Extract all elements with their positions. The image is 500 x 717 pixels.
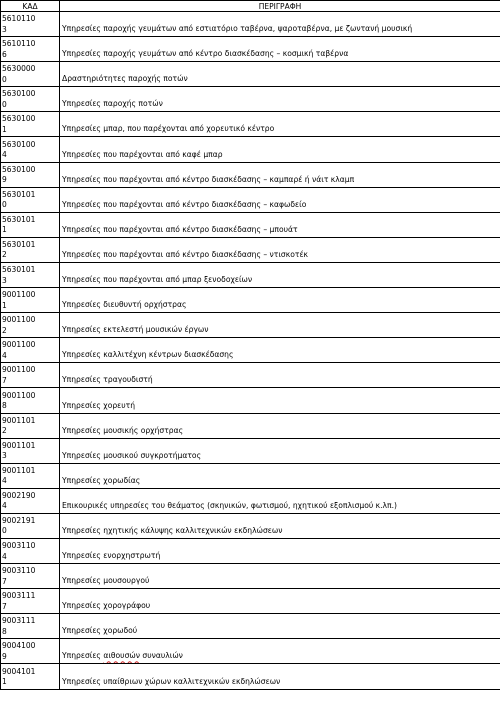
kad-code-line1: 5630000 [2,64,36,74]
description-cell: Υπηρεσίες μπαρ, που παρέχονται από χορευτικό κέντρο [60,112,500,137]
kad-code-line1: 9002191 [2,515,36,525]
kad-code-cell [1,112,60,137]
description-text: Υπηρεσίες [62,651,104,661]
kad-code-line1: 9002190 [2,490,36,500]
kad-code-cell [1,664,60,689]
kad-code-line1: 5630100 [2,139,36,149]
kad-code-line2: 3 [2,275,7,285]
description-cell: Υπηρεσίες τραγουδιστή [60,363,500,388]
kad-code-line1: 5630100 [2,164,36,174]
kad-code-cell [1,538,60,563]
kad-code-line2: 1 [2,225,7,235]
kad-code-line2: 9 [2,175,7,185]
table-row [1,513,500,538]
kad-code-line2: 8 [2,401,7,410]
kad-code-line1: 9001100 [2,290,36,300]
kad-code-cell [1,237,60,262]
description-cell: Υπηρεσίες που παρέχονται από μπαρ ξενοδοχείων [60,262,500,287]
table-row [1,162,500,187]
kad-code-line1: 5630101 [2,239,36,249]
kad-code-line1: 5630100 [2,89,36,99]
kad-code-cell [1,37,60,62]
description-cell: Υπηρεσίες χορογράφου [60,589,500,614]
table-header-row [1,1,500,12]
kad-code-line2: 9 [2,651,7,661]
description-column-header: ΠΕΡΙΓΡΑΦΗ [60,1,500,12]
kad-code-line1: 9004100 [2,641,36,651]
kad-code-cell [1,338,60,363]
kad-code-line2: 4 [2,150,7,160]
kad-code-line2: 4 [2,350,7,360]
table-row [1,187,500,212]
kad-code-line2: 7 [2,601,7,611]
table-row [1,664,500,689]
kad-code-line2: 0 [2,200,7,210]
kad-code-line2: 0 [2,99,7,109]
spellcheck-marked-word: αιθουσών [103,651,140,661]
kad-code-line2: 1 [2,300,7,310]
kad-code-line1: 5630101 [2,265,36,275]
kad-code-line1: 9001100 [2,390,36,400]
description-cell: Υπηρεσίες μουσικής ορχήστρας [60,413,500,438]
kad-code-line2: 3 [2,451,7,461]
kad-code-line2: 2 [2,325,7,335]
description-cell: Υπηρεσίες που παρέχονται από καφέ μπαρ [60,137,500,162]
description-cell: Υπηρεσίες διευθυντή ορχήστρας [60,288,500,313]
kad-code-cell [1,162,60,187]
description-cell: Υπηρεσίες ενορχηστρωτή [60,538,500,563]
kad-code-line2: 0 [2,74,7,84]
kad-code-line1: 9001100 [2,365,36,375]
description-cell: Υπηρεσίες παροχής γευμάτων από εστιατόριο ταβέρνα, ψαροταβέρνα, με ζωντανή μουσική [60,12,500,37]
kad-code-line1: 9001100 [2,315,36,325]
kad-code-cell [1,388,60,413]
kad-code-line2: 2 [2,426,7,436]
kad-code-cell [1,589,60,614]
table-row [1,12,500,37]
table-row [1,463,500,488]
kad-code-line1: 5630101 [2,189,36,199]
description-cell: Υπηρεσίες χορωδού [60,614,500,639]
table-row [1,87,500,112]
kad-code-line2: 7 [2,576,7,586]
kad-code-line2: 1 [2,124,7,134]
table-body [1,12,500,690]
table-row [1,262,500,287]
description-cell: Επικουρικές υπηρεσίες του θεάματος (σκηνικών, φωτισμού, ηχητικού εξοπλισμού κ.λπ.) [60,488,500,513]
description-cell [60,639,500,664]
table-row [1,388,500,413]
table-row [1,288,500,313]
kad-code-line2: 4 [2,551,7,561]
kad-code-line1: 9003111 [2,591,36,601]
kad-code-line1: 9001101 [2,440,36,450]
kad-code-cell [1,363,60,388]
kad-code-line2: 4 [2,476,7,486]
table-row [1,589,500,614]
kad-code-line1: 9003110 [2,566,36,576]
table-row [1,614,500,639]
table-row [1,413,500,438]
kad-code-line2: 7 [2,375,7,385]
table-row [1,363,500,388]
kad-code-cell [1,137,60,162]
description-cell: Υπηρεσίες εκτελεστή μουσικών έργων [60,313,500,338]
table-row [1,212,500,237]
kad-code-cell [1,313,60,338]
kad-code-cell [1,614,60,639]
description-cell: Υπηρεσίες μουσουργού [60,564,500,589]
kad-code-line1: 9001101 [2,415,36,425]
kad-code-line2: 1 [2,677,7,687]
kad-code-cell [1,463,60,488]
kad-code-line2: 2 [2,250,7,260]
kad-code-line1: 9001101 [2,465,36,475]
kad-code-line2: 8 [2,626,7,636]
code-column-header: ΚΑΔ [1,1,60,12]
kad-code-line1: 5630100 [2,114,36,124]
kad-code-line1: 9003110 [2,541,36,551]
kad-code-cell [1,262,60,287]
description-cell: Υπηρεσίες παροχής γευμάτων από κέντρο διασκέδασης – κοσμική ταβέρνα [60,37,500,62]
table-row [1,338,500,363]
kad-code-line1: 5610110 [2,14,36,24]
kad-code-line2: 0 [2,526,7,536]
kad-code-cell [1,488,60,513]
description-cell: Υπηρεσίες μουσικού συγκροτήματος [60,438,500,463]
description-cell: Υπηρεσίες ηχητικής κάλυψης καλλιτεχνικών εκδηλώσεων [60,513,500,538]
kad-code-line1: 5630101 [2,214,36,224]
description-cell: Υπηρεσίες καλλιτέχνη κέντρων διασκέδασης [60,338,500,363]
kad-code-cell [1,513,60,538]
kad-code-cell [1,639,60,664]
table-row [1,37,500,62]
description-cell: Υπηρεσίες που παρέχονται από κέντρο διασκέδασης – ντισκοτέκ [60,237,500,262]
description-cell: Υπηρεσίες που παρέχονται από κέντρο διασκέδασης – μπουάτ [60,212,500,237]
kad-code-cell [1,438,60,463]
description-cell: Υπηρεσίες υπαίθριων χώρων καλλιτεχνικών εκδηλώσεων [60,664,500,689]
kad-code-line2: 3 [2,24,7,34]
kad-code-cell [1,564,60,589]
description-cell: Υπηρεσίες χορευτή [60,388,500,413]
kad-code-line1: 9001100 [2,340,36,350]
description-text: συναυλιών [140,651,183,661]
kad-code-line2: 6 [2,49,7,59]
table-row [1,62,500,87]
description-cell: Δραστηριότητες παροχής ποτών [60,62,500,87]
table-row [1,564,500,589]
kad-code-cell [1,12,60,37]
kad-code-cell [1,87,60,112]
kad-code-cell [1,212,60,237]
kad-code-cell [1,288,60,313]
description-cell: Υπηρεσίες παροχής ποτών [60,87,500,112]
table-row [1,137,500,162]
kad-code-line1: 9003111 [2,616,36,626]
kad-code-line1: 5610110 [2,39,36,49]
kad-code-line1: 9004101 [2,666,36,676]
table-row [1,237,500,262]
table-row [1,112,500,137]
kad-code-cell [1,413,60,438]
description-cell: Υπηρεσίες που παρέχονται από κέντρο διασκέδασης – καμπαρέ ή νάιτ κλαμπ [60,162,500,187]
kad-code-cell [1,187,60,212]
kad-code-cell [1,62,60,87]
table-row [1,438,500,463]
table-row [1,313,500,338]
table-row [1,538,500,563]
description-cell: Υπηρεσίες χορωδίας [60,463,500,488]
kad-code-line2: 4 [2,501,7,511]
table-row [1,639,500,664]
description-cell: Υπηρεσίες που παρέχονται από κέντρο διασκέδασης – καφωδείο [60,187,500,212]
table-row [1,488,500,513]
